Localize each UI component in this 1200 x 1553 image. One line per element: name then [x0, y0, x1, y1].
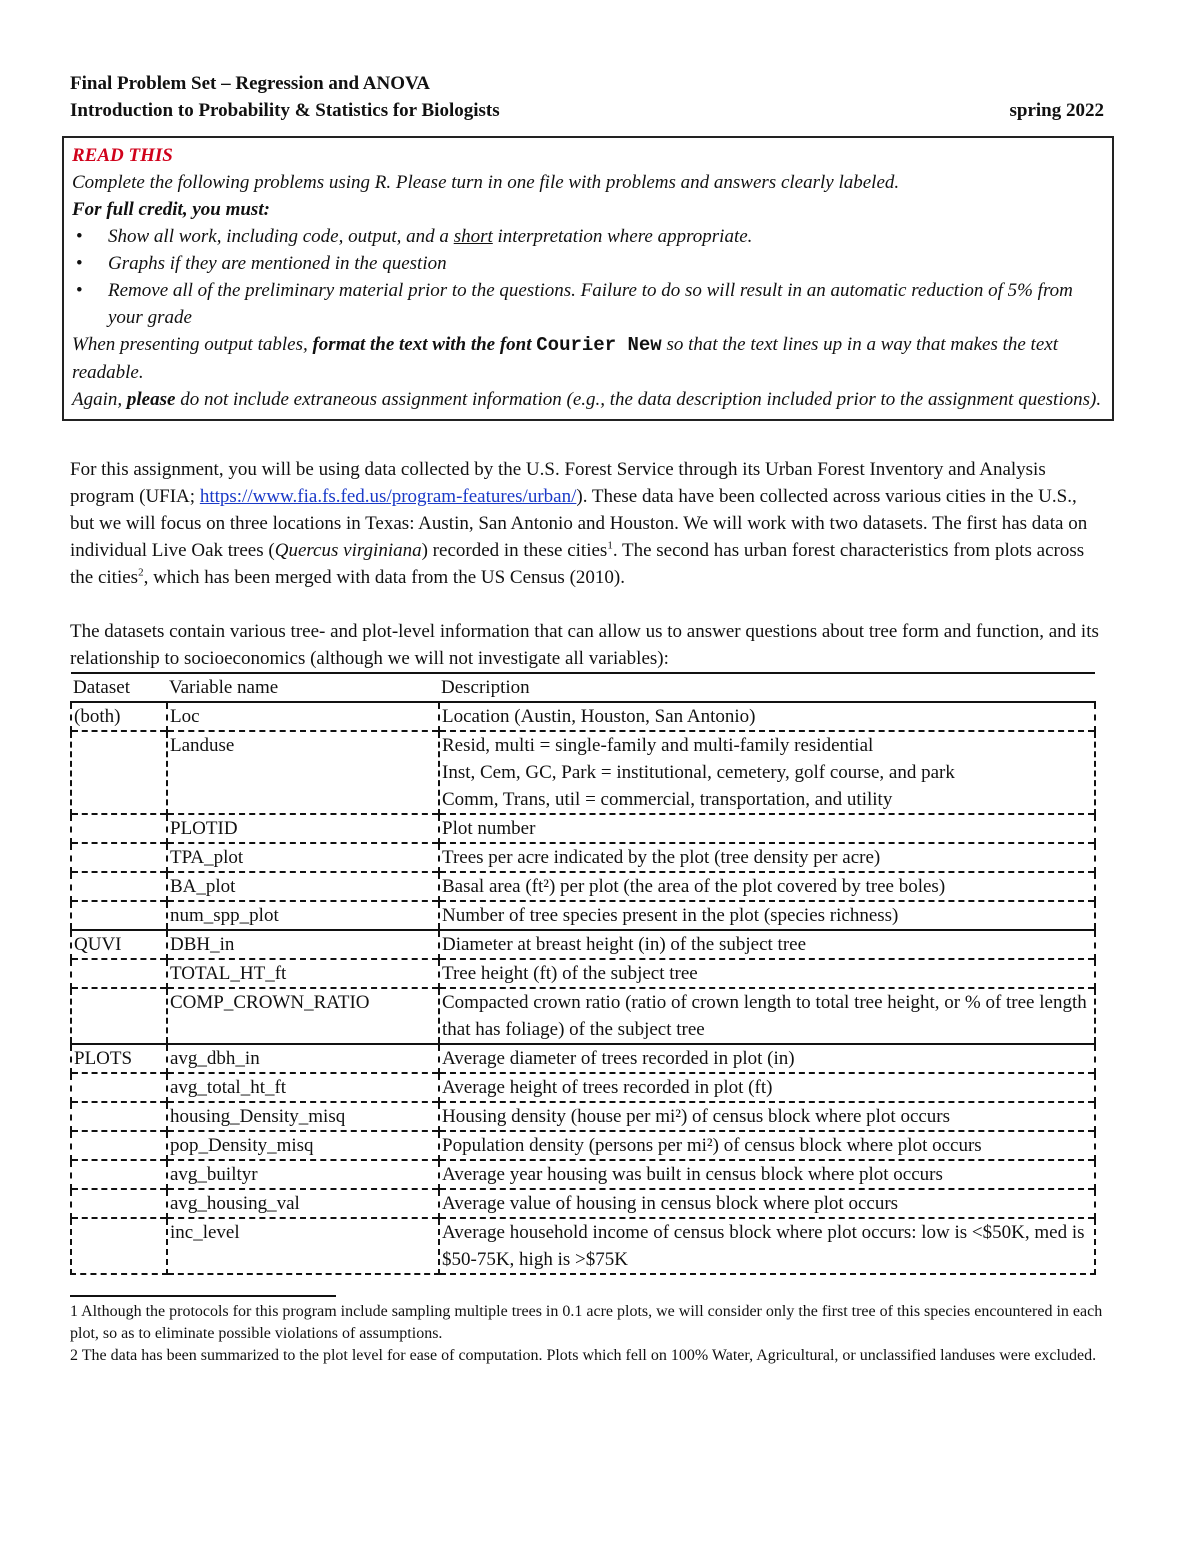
instructions-box — [62, 136, 1114, 421]
footnote-ref-2[interactable]: 2 — [138, 566, 144, 579]
description-cell — [439, 959, 1095, 988]
description-line: Average diameter of trees recorded in plot (in) — [442, 1048, 795, 1069]
formatting-text-end: so that the text lines up in a way that makes the text readable. — [72, 334, 1058, 383]
variable-name-cell: Loc — [167, 702, 439, 731]
description-line: Basal area (ft²) per plot (the area of the plot covered by tree boles) — [442, 876, 946, 897]
variable-name-cell: pop_Density_misq — [167, 1131, 439, 1160]
description-line: Population density (persons per mi²) of census block where plot occurs — [442, 1135, 982, 1156]
dataset-cell — [71, 1102, 167, 1131]
description-cell — [439, 1189, 1095, 1218]
column-header: Variable name — [167, 673, 439, 702]
variable-name-cell: num_spp_plot — [167, 901, 439, 930]
table-row — [71, 1073, 1095, 1102]
term: spring 2022 — [1009, 100, 1104, 121]
variable-name-cell: TOTAL_HT_ft — [167, 959, 439, 988]
dataset-cell: PLOTS — [71, 1044, 167, 1073]
description-cell — [439, 988, 1095, 1044]
variable-name-cell: Landuse — [167, 731, 439, 814]
variable-name-cell: inc_level — [167, 1218, 439, 1274]
dataset-cell — [71, 901, 167, 930]
description-cell — [439, 731, 1095, 814]
description-line: Number of tree species present in the plot (species richness) — [442, 905, 899, 926]
table-row — [71, 702, 1095, 731]
intro-text: ) recorded in these cities — [421, 540, 608, 561]
requirement-text: Graphs if they are mentioned in the question — [108, 253, 447, 274]
table-row — [71, 1189, 1095, 1218]
dataset-cell — [71, 959, 167, 988]
again-instruction — [72, 386, 1106, 413]
variable-name-cell: DBH_in — [167, 930, 439, 959]
full-credit-label: For full credit, you must: — [72, 199, 270, 220]
description-cell — [439, 1044, 1095, 1073]
requirement-text: Remove all of the preliminary material prior to the questions. Failure to do so will result in an automatic reduction of 5% from your grade — [108, 280, 1073, 328]
requirement-item — [72, 223, 1106, 250]
requirement-text: Show all work, including code, output, and a — [108, 226, 454, 247]
description-cell — [439, 702, 1095, 731]
dataset-cell — [71, 731, 167, 814]
table-row — [71, 1044, 1095, 1073]
description-line: Plot number — [442, 818, 536, 839]
header — [70, 70, 1140, 124]
intro-text: . The second has urban forest characteristics from plots across the cities — [70, 540, 1085, 588]
table-row — [71, 1102, 1095, 1131]
description-cell — [439, 1131, 1095, 1160]
description-line: Average household income of census block where plot occurs: low is <$50K, med is $50-75K, high is >$75K — [442, 1222, 1085, 1270]
requirement-text-end: interpretation where appropriate. — [492, 226, 753, 247]
description-cell — [439, 1218, 1095, 1274]
formatting-text: When presenting output tables, — [72, 334, 313, 355]
table-header-row — [71, 673, 1095, 702]
intro-text: For this assignment, you will be using data collected by the U.S. Forest Service through its Urban Forest Inventory and Analysis program (UFIA; — [70, 459, 1046, 507]
description-line: Resid, multi = single-family and multi-family residential — [442, 735, 874, 756]
table-row — [71, 843, 1095, 872]
footnote-ref-1[interactable]: 1 — [607, 539, 613, 552]
read-this-heading: READ THIS — [72, 145, 173, 166]
species-name: Quercus virginiana — [274, 540, 422, 561]
variable-name-cell: PLOTID — [167, 814, 439, 843]
dataset-cell — [71, 872, 167, 901]
description-cell — [439, 872, 1095, 901]
column-header: Description — [439, 673, 1095, 702]
footnote-2: 2 The data has been summarized to the plot level for ease of computation. Plots which fell on 100% Water, Agricultural, or unclassified landuses were excluded. — [70, 1347, 1097, 1364]
description-cell — [439, 814, 1095, 843]
description-line: Housing density (house per mi²) of census block where plot occurs — [442, 1106, 951, 1127]
ufia-link[interactable]: https://www.fia.fs.fed.us/program-features/urban/ — [199, 486, 577, 507]
footnote-1: 1 Although the protocols for this program include sampling multiple trees in 0.1 acre plots, we will consider only the first tree of this species encountered in each plot, so as to eliminate possible violations of assumptions. — [70, 1303, 1103, 1342]
description-line: Comm, Trans, util = commercial, transportation, and utility — [442, 789, 893, 810]
dataset-cell — [71, 1218, 167, 1274]
variable-name-cell: avg_total_ht_ft — [167, 1073, 439, 1102]
variable-name-cell: avg_housing_val — [167, 1189, 439, 1218]
variable-name-cell: COMP_CROWN_RATIO — [167, 988, 439, 1044]
font-name: Courier New — [536, 334, 662, 356]
table-row — [71, 901, 1095, 930]
dataset-cell — [71, 988, 167, 1044]
table-row — [71, 814, 1095, 843]
dataset-cell — [71, 1073, 167, 1102]
formatting-instruction — [72, 331, 1106, 386]
description-cell — [439, 1073, 1095, 1102]
bullet-icon: • — [76, 253, 83, 274]
bullet-icon: • — [76, 226, 83, 247]
dataset-cell: (both) — [71, 702, 167, 731]
variable-name-cell: BA_plot — [167, 872, 439, 901]
description-cell — [439, 930, 1095, 959]
variable-name-cell: avg_dbh_in — [167, 1044, 439, 1073]
again-bold: please — [126, 389, 176, 410]
table-row — [71, 1160, 1095, 1189]
variable-name-cell: housing_Density_misq — [167, 1102, 439, 1131]
intro-paragraph — [70, 456, 1104, 591]
instructions-line: Complete the following problems using R. Please turn in one file with problems and answers clearly labeled. — [72, 172, 900, 193]
table-row — [71, 872, 1095, 901]
table-row — [71, 731, 1095, 814]
again-text-end: do not include extraneous assignment information (e.g., the data description included prior to the assignment questions). — [175, 389, 1102, 410]
description-line: Compacted crown ratio (ratio of crown length to total tree height, or % of tree length that has foliage) of the subject tree — [442, 992, 1087, 1040]
dataset-cell — [71, 1160, 167, 1189]
doc-title: Final Problem Set – Regression and ANOVA — [70, 73, 430, 94]
description-line: Diameter at breast height (in) of the subject tree — [442, 934, 807, 955]
formatting-bold: format the text with the font — [312, 334, 537, 355]
course-name: Introduction to Probability & Statistics for Biologists — [70, 100, 500, 121]
again-text: Again, — [72, 389, 127, 410]
description-line: Average year housing was built in census block where plot occurs — [442, 1164, 943, 1185]
intro-text: , which has been merged with data from the US Census (2010). — [143, 567, 625, 588]
datasets-paragraph: The datasets contain various tree- and plot-level information that can allow us to answer questions about tree form and function, and its relationship to socioeconomics (although we will not investigate all variables): — [70, 621, 1099, 669]
description-cell — [439, 1160, 1095, 1189]
description-cell — [439, 843, 1095, 872]
description-line: Average height of trees recorded in plot (ft) — [442, 1077, 773, 1098]
requirement-item — [72, 250, 1106, 277]
dataset-cell — [71, 1131, 167, 1160]
table-row — [71, 1131, 1095, 1160]
table-row — [71, 988, 1095, 1044]
requirement-emphasis: short — [453, 226, 493, 247]
dataset-cell: QUVI — [71, 930, 167, 959]
variable-name-cell: TPA_plot — [167, 843, 439, 872]
dataset-cell — [71, 814, 167, 843]
dataset-cell — [71, 843, 167, 872]
variables-table — [70, 672, 1096, 1275]
table-row — [71, 1218, 1095, 1274]
intro-text: ). These data have been collected across various cities in the U.S., but we will focus on three locations in Texas: Austin, San Antonio and Houston. We will work with two datasets. The first has data on individual Live Oak trees ( — [70, 486, 1088, 561]
description-line: Average value of housing in census block where plot occurs — [442, 1193, 899, 1214]
description-line: Trees per acre indicated by the plot (tree density per acre) — [442, 847, 881, 868]
table-row — [71, 930, 1095, 959]
description-line: Location (Austin, Houston, San Antonio) — [442, 706, 756, 727]
requirements-list — [72, 223, 1106, 331]
description-cell — [439, 1102, 1095, 1131]
table-row — [71, 959, 1095, 988]
description-cell — [439, 901, 1095, 930]
column-header: Dataset — [71, 673, 167, 702]
description-line: Inst, Cem, GC, Park = institutional, cemetery, golf course, and park — [442, 762, 955, 783]
document-page — [70, 70, 1140, 1367]
footnote-separator — [70, 1295, 336, 1297]
dataset-cell — [71, 1189, 167, 1218]
description-line: Tree height (ft) of the subject tree — [442, 963, 698, 984]
header-row — [70, 97, 1104, 124]
bullet-icon: • — [76, 280, 83, 301]
requirement-item — [72, 277, 1106, 331]
variable-name-cell: avg_builtyr — [167, 1160, 439, 1189]
